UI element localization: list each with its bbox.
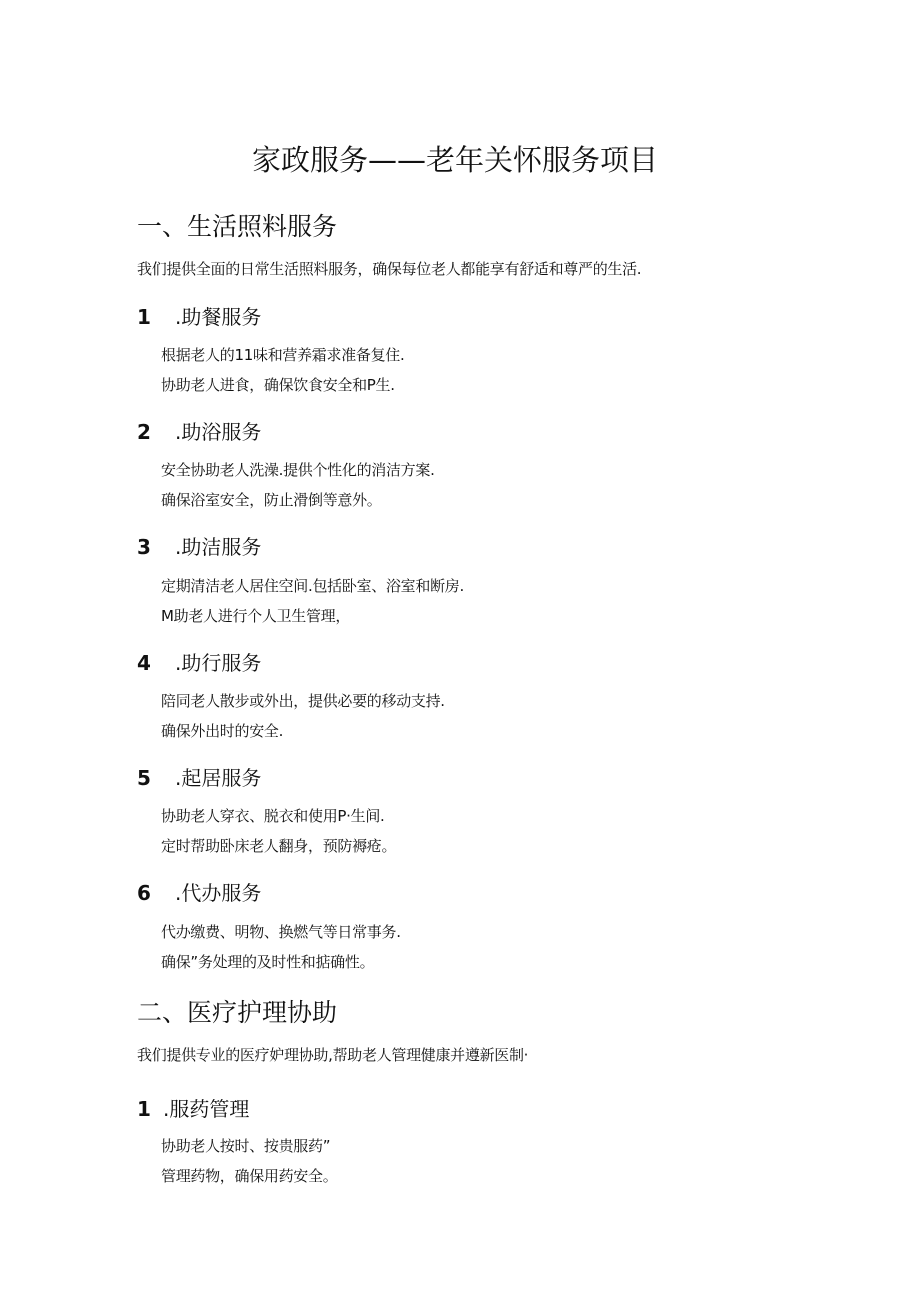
item-line: 定期清洁老人居住空间.包括卧室、浴室和断房. — [161, 577, 464, 595]
item-label: .起居服务 — [175, 766, 262, 790]
item-number: 1 — [137, 1097, 151, 1121]
item-line: 定时帮助卧床老人翻身，预防褥疮。 — [161, 837, 397, 855]
item-label: .助洁服务 — [175, 535, 262, 559]
item-number: 2 — [137, 420, 151, 444]
item-number: 3 — [137, 535, 151, 559]
subheading-errand-service — [137, 880, 261, 906]
item-line: 代办缴费、明物、换燃气等日常事务. — [161, 923, 401, 941]
item-number: 6 — [137, 881, 151, 905]
subheading-daily-living-service — [137, 765, 261, 791]
subheading-medication-management — [137, 1096, 249, 1122]
item-line: 安全协助老人洗澡.提供个性化的消洁方案. — [161, 461, 435, 479]
item-line: 协助老人穿衣、脱衣和使用P·生间. — [161, 807, 385, 825]
subheading-cleaning-service — [137, 534, 261, 560]
item-label: .助浴服务 — [175, 420, 262, 444]
section-heading-life-care: 一、生活照料服务 — [137, 212, 338, 241]
item-label: .助行服务 — [175, 651, 262, 675]
section-intro-medical-care: 我们提供专业的医疗妒理协助,帮助老人管理健康并遵新医制· — [137, 1046, 529, 1064]
section-intro-life-care: 我们提供全面的日常生活照料服务，确保每位老人都能享有舒适和尊严的生活. — [137, 260, 642, 278]
item-line: 管理药物，确保用药安全。 — [161, 1167, 338, 1185]
item-line: 陪同老人散步或外出，提供必要的移动支持. — [161, 692, 445, 710]
section-heading-medical-care: 二、医疗护理协助 — [137, 998, 338, 1027]
item-label: .服药管理 — [163, 1097, 250, 1121]
item-line: 协助老人进食，确保饮食安全和P生. — [161, 376, 395, 394]
item-label: .代办服务 — [175, 881, 262, 905]
subheading-mobility-service — [137, 650, 261, 676]
item-number: 4 — [137, 651, 151, 675]
item-line: M助老人进行个人卫生管理， — [161, 607, 351, 625]
item-number: 5 — [137, 766, 151, 790]
item-label: .助餐服务 — [175, 305, 262, 329]
subheading-bath-service — [137, 419, 261, 445]
item-line: 根据老人的11味和营养霜求准备复住. — [161, 346, 405, 364]
item-number: 1 — [137, 305, 151, 329]
item-line: 协助老人按时、按贵服药” — [161, 1137, 331, 1155]
item-line: 确保”务处理的及时性和掂确性。 — [161, 953, 375, 971]
item-line: 确保浴室安全，防止滑倒等意外。 — [161, 491, 382, 509]
document-title: 家政服务——老年关怀服务项目 — [251, 143, 658, 177]
item-line: 确保外出时的安全. — [161, 722, 284, 740]
subheading-meal-service — [137, 304, 261, 330]
